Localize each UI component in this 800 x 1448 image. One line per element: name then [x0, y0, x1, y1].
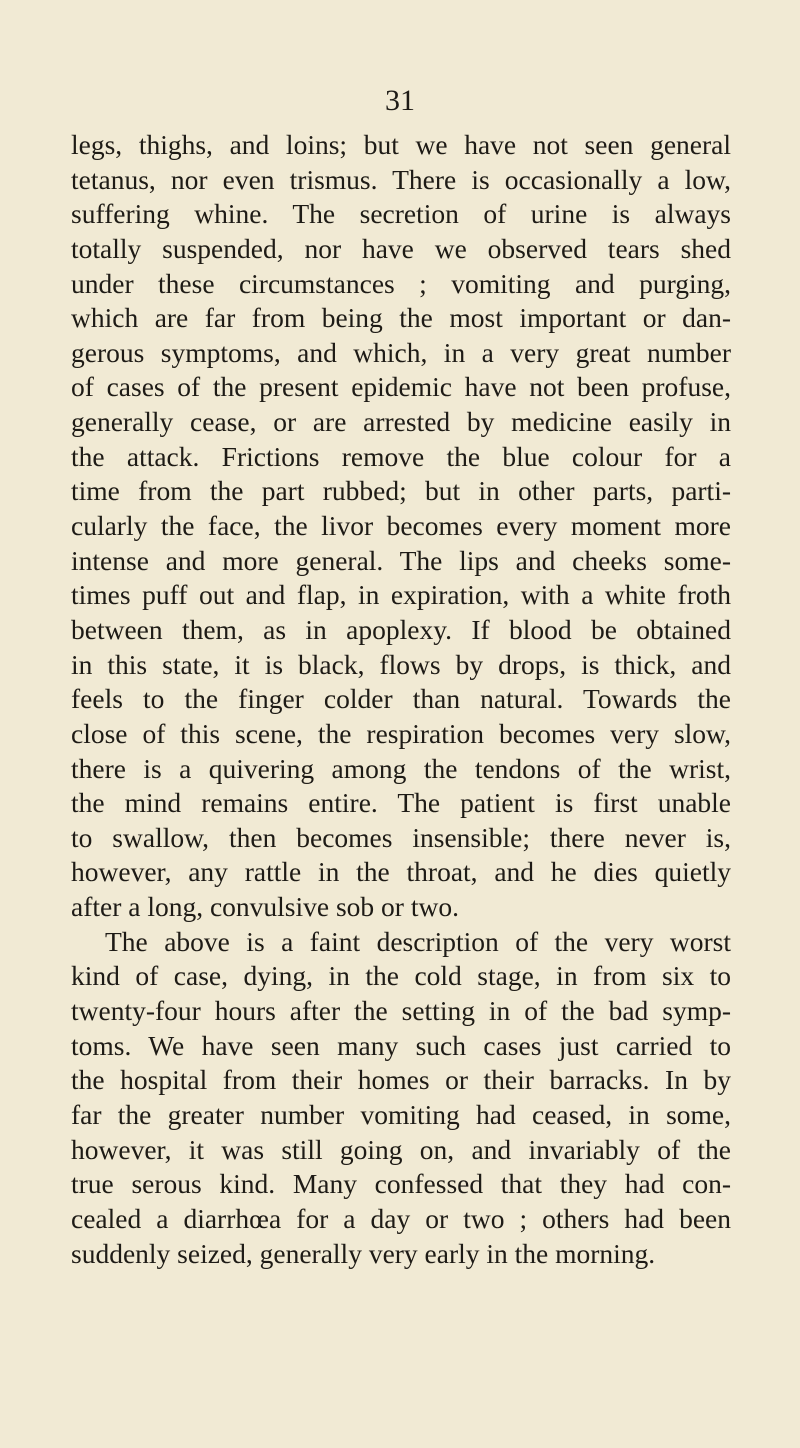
text-line: feels to the finger colder than natural. Towards the: [71, 683, 731, 715]
text-line: toms. We have seen many such cases just carried to: [71, 1029, 731, 1061]
page-number: 31: [385, 84, 415, 117]
text-line: cularly the face, the livor becomes every moment more: [71, 510, 731, 542]
text-line: times puff out and flap, in expiration, with a white froth: [71, 579, 731, 611]
text-line: however, any rattle in the throat, and he dies quietly: [71, 856, 731, 888]
text-line: to swallow, then becomes insensible; there never is,: [71, 821, 731, 853]
text-line: time from the part rubbed; but in other parts, parti-: [71, 475, 731, 507]
text-line: legs, thighs, and loins; but we have not seen general: [71, 129, 731, 160]
text-line: the mind remains entire. The patient is first unable: [71, 787, 731, 819]
text-line: gerous symptoms, and which, in a very great number: [71, 336, 731, 368]
text-line: twenty-four hours after the setting in of the bad symp-: [71, 995, 731, 1027]
text-line: generally cease, or are arrested by medicine easily in: [71, 406, 731, 438]
text-line: between them, as in apoplexy. If blood be obtained: [71, 613, 731, 645]
text-line: under these circumstances ; vomiting and purging,: [71, 267, 731, 299]
paragraph-end-line: suddenly seized, generally very early in the morning.: [71, 1237, 656, 1269]
text-line: suffering whine. The secretion of urine is always: [71, 198, 731, 230]
text-line: far the greater number vomiting had ceased, in some,: [71, 1098, 731, 1130]
text-line: the attack. Frictions remove the blue colour for a: [71, 440, 731, 472]
text-line: which are far from being the most important or dan-: [71, 302, 731, 334]
paragraph-end-line: after a long, convulsive sob or two.: [71, 891, 459, 923]
text-line: cealed a diarrhœa for a day or two ; others had been: [71, 1202, 731, 1234]
text-line: true serous kind. Many confessed that they had con-: [71, 1168, 731, 1200]
paragraph-first-line: The above is a faint description of the very worst: [105, 925, 731, 957]
text-line: totally suspended, nor have we observed tears shed: [71, 232, 731, 264]
text-line: intense and more general. The lips and cheeks some-: [71, 544, 731, 576]
text-line: close of this scene, the respiration becomes very slow,: [71, 717, 731, 749]
text-line: however, it was still going on, and invariably of the: [71, 1133, 731, 1165]
text-line: tetanus, nor even trismus. There is occasionally a low,: [71, 163, 731, 195]
text-line: of cases of the present epidemic have not been profuse,: [71, 371, 731, 403]
text-line: in this state, it is black, flows by drops, is thick, and: [71, 648, 731, 680]
text-line: there is a quivering among the tendons of the wrist,: [71, 752, 731, 784]
text-line: kind of case, dying, in the cold stage, in from six to: [71, 960, 731, 992]
text-line: the hospital from their homes or their barracks. In by: [71, 1064, 731, 1096]
body-text: [71, 128, 731, 1271]
